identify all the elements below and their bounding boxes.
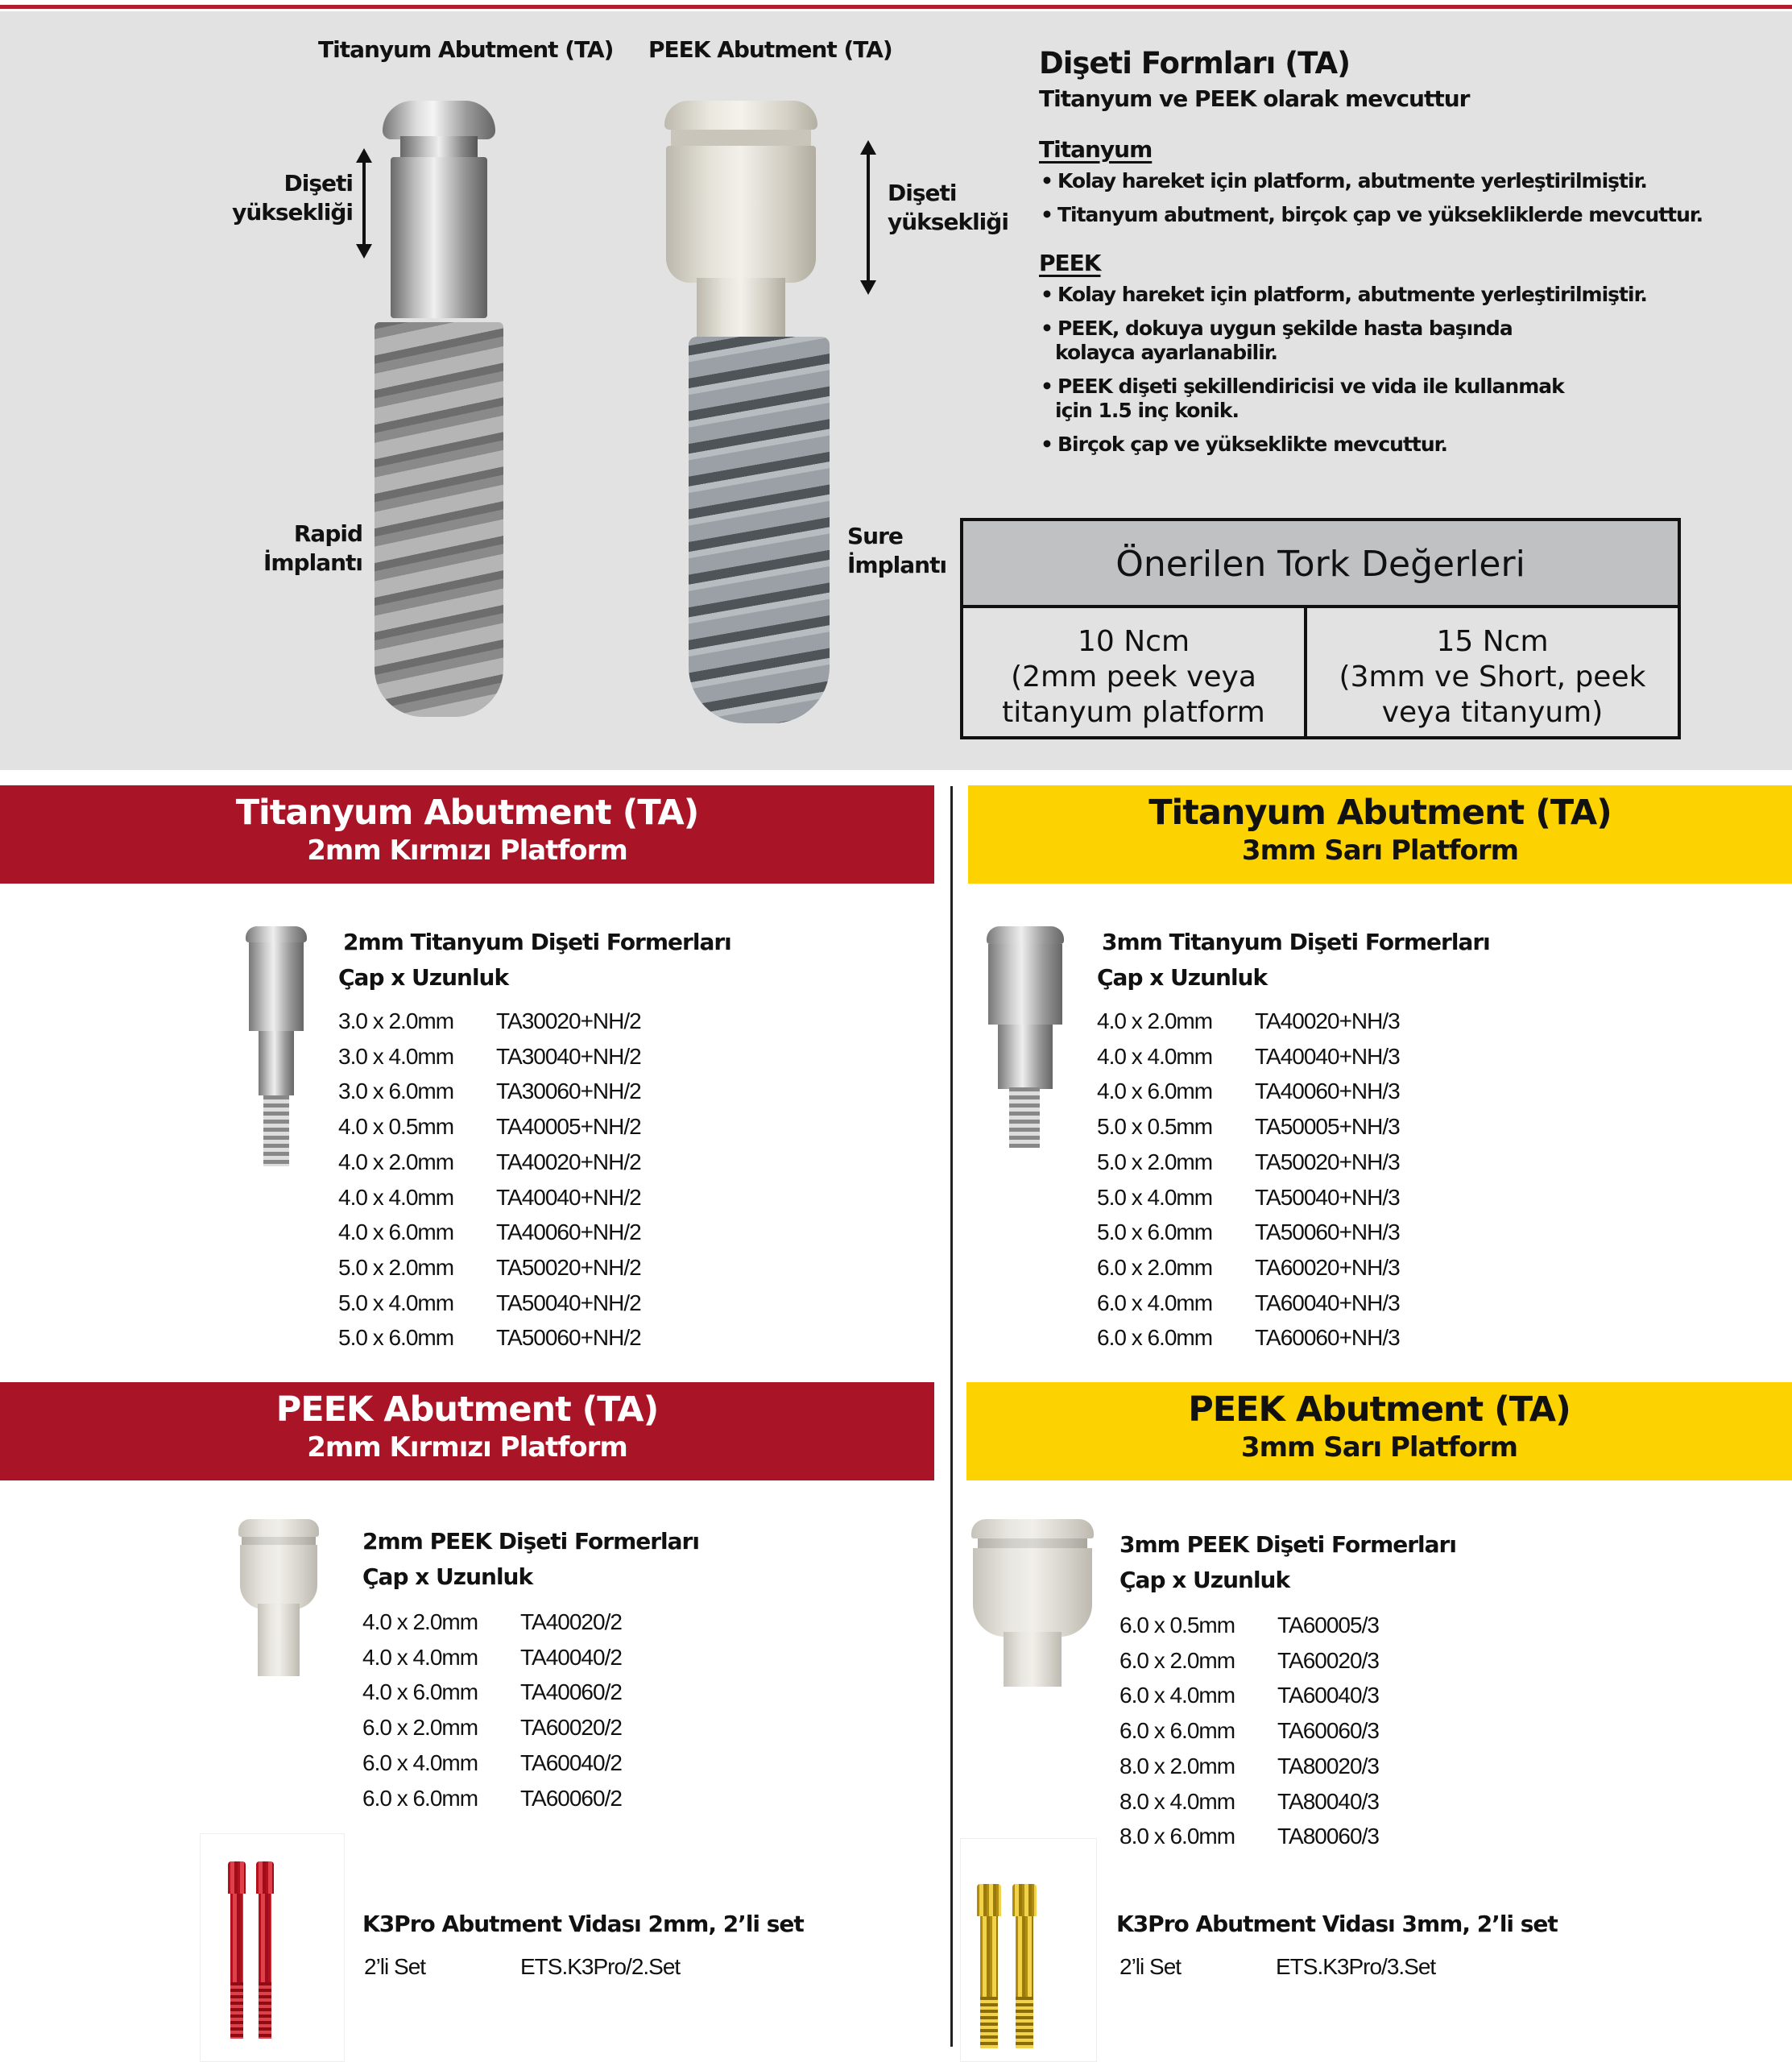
sure-implant-label: Sure İmplantı — [847, 523, 947, 578]
bullet-item: • Birçok çap ve yükseklikte mevcuttur. — [1039, 433, 1732, 457]
screw-2mm-set: 2’li Set — [364, 1954, 426, 1979]
table-row — [362, 1710, 622, 1745]
abutment-cap — [383, 101, 495, 139]
screw-2mm-image — [200, 1833, 345, 2062]
table-row — [1119, 1749, 1379, 1784]
product-table — [338, 1004, 641, 1356]
dimension-cell: 6.0 x 2.0mm — [362, 1715, 478, 1741]
product-code-cell: TA40040+NH/3 — [1255, 1043, 1400, 1069]
band-titanium-2mm: Titanyum Abutment (TA) 2mm Kırmızı Platform — [0, 785, 934, 884]
product-table — [1119, 1608, 1379, 1854]
peek-abutment-image — [664, 101, 817, 338]
rapid-implant-label: Rapid İmplantı — [263, 520, 362, 576]
product-code-cell: TA60020/3 — [1277, 1647, 1379, 1673]
bullet-item: • PEEK, dokuya uygun şekilde hasta başında kolayca ayarlanabilir. — [1039, 317, 1587, 365]
screw-3mm-set: 2’li Set — [1119, 1954, 1182, 1979]
gingiva-height-label-right: Dişeti yüksekliği — [888, 180, 1008, 235]
product-code-cell: TA50060+NH/3 — [1255, 1219, 1400, 1245]
dimension-cell: 4.0 x 4.0mm — [362, 1644, 478, 1670]
table-row — [1119, 1608, 1379, 1643]
list-title: 3mm PEEK Dişeti Formerları — [1119, 1531, 1456, 1558]
dimension-cell: 4.0 x 0.5mm — [338, 1114, 454, 1140]
peek-3mm-list — [1119, 1527, 1456, 1854]
dimension-cell: 6.0 x 4.0mm — [1119, 1683, 1235, 1708]
product-code-cell: TA60060/2 — [520, 1785, 622, 1811]
table-row — [1097, 1286, 1400, 1321]
peek-3mm-former-image — [971, 1519, 1096, 1688]
dimension-cell: 4.0 x 6.0mm — [362, 1679, 478, 1705]
dimension-cell: 6.0 x 6.0mm — [1119, 1718, 1235, 1744]
product-code-cell: TA40040/2 — [520, 1644, 622, 1670]
dimension-cell: 6.0 x 6.0mm — [362, 1785, 478, 1811]
list-title: 2mm PEEK Dişeti Formerları — [362, 1528, 699, 1555]
dimension-cell: 8.0 x 6.0mm — [1119, 1824, 1235, 1849]
list-title: 2mm Titanyum Dişeti Formerları — [343, 929, 731, 955]
peek-bullets — [1039, 283, 1732, 457]
dimension-cell: 4.0 x 2.0mm — [362, 1609, 478, 1634]
table-row — [362, 1781, 622, 1816]
product-code-cell: TA40060/2 — [520, 1679, 622, 1705]
table-row — [1119, 1643, 1379, 1679]
info-subtitle: Titanyum ve PEEK olarak mevcuttur — [1039, 85, 1470, 112]
peek-groove — [671, 130, 811, 147]
product-code-cell: TA60060/3 — [1277, 1718, 1379, 1744]
table-row — [1097, 1145, 1400, 1180]
titanium-2mm-list — [338, 925, 731, 1356]
product-code-cell: TA50005+NH/3 — [1255, 1114, 1400, 1140]
bullet-item: • Kolay hareket için platform, abutmente yerleştirilmiştir. — [1039, 169, 1732, 193]
table-row — [338, 1039, 641, 1074]
table-row — [338, 1215, 641, 1250]
product-code-cell: TA80020/3 — [1277, 1753, 1379, 1778]
dimension-cell: 6.0 x 4.0mm — [1097, 1290, 1213, 1315]
dimension-cell: 5.0 x 4.0mm — [338, 1290, 454, 1315]
table-row — [362, 1640, 622, 1675]
table-row — [1097, 1109, 1400, 1145]
product-code-cell: TA50020+NH/2 — [496, 1254, 641, 1280]
sure-implant-image — [689, 337, 830, 723]
titanium-abutment-image — [383, 101, 495, 322]
screw-3mm-code: ETS.K3Pro/3.Set — [1276, 1954, 1436, 1979]
product-code-cell: TA60040+NH/3 — [1255, 1290, 1400, 1315]
band-titanium-3mm: Titanyum Abutment (TA) 3mm Sarı Platform — [968, 785, 1792, 884]
table-row — [1119, 1819, 1379, 1854]
peek-abutment-label: PEEK Abutment (TA) — [648, 36, 892, 63]
dimension-cell: 4.0 x 6.0mm — [1097, 1079, 1213, 1104]
column-divider — [950, 786, 953, 2047]
titanium-abutment-label: Titanyum Abutment (TA) — [318, 36, 614, 63]
dimension-cell: 6.0 x 6.0mm — [1097, 1325, 1213, 1351]
table-row — [1119, 1784, 1379, 1820]
dimension-cell: 5.0 x 6.0mm — [338, 1325, 454, 1351]
bullet-item: • PEEK dişeti şekillendiricisi ve vida ile kullanmak için 1.5 inç konik. — [1039, 375, 1587, 423]
peek-2mm-former-image — [238, 1519, 321, 1680]
dimension-cell: 5.0 x 6.0mm — [1097, 1219, 1213, 1245]
table-row — [1097, 1320, 1400, 1356]
table-row — [1097, 1039, 1400, 1074]
table-row — [1097, 1004, 1400, 1039]
dimension-cell: 8.0 x 4.0mm — [1119, 1788, 1235, 1814]
table-row — [1097, 1215, 1400, 1250]
product-code-cell: TA50040+NH/3 — [1255, 1184, 1400, 1210]
product-code-cell: TA60060+NH/3 — [1255, 1325, 1400, 1351]
torque-table — [960, 518, 1681, 739]
screw-2mm-title: K3Pro Abutment Vidası 2mm, 2’li set — [362, 1911, 804, 1937]
gingiva-height-arrow-right — [867, 153, 870, 282]
product-code-cell: TA40040+NH/2 — [496, 1184, 641, 1210]
table-row — [338, 1320, 641, 1356]
product-code-cell: TA30020+NH/2 — [496, 1008, 641, 1033]
torque-cell-2mm: 10 Ncm (2mm peek veya titanyum platform — [963, 608, 1307, 736]
table-row — [338, 1109, 641, 1145]
bullet-item: • Kolay hareket için platform, abutmente yerleştirilmiştir. — [1039, 283, 1732, 307]
table-row — [338, 1074, 641, 1109]
product-code-cell: TA50020+NH/3 — [1255, 1149, 1400, 1174]
product-code-cell: TA60040/2 — [520, 1749, 622, 1775]
dimension-cell: 6.0 x 2.0mm — [1097, 1254, 1213, 1280]
table-row — [1119, 1713, 1379, 1749]
torque-value: 15 Ncm — [1436, 625, 1549, 658]
product-code-cell: TA60040/3 — [1277, 1683, 1379, 1708]
peek-cap — [664, 101, 817, 130]
product-code-cell: TA80040/3 — [1277, 1788, 1379, 1814]
titanium-3mm-former-image — [987, 926, 1067, 1148]
product-code-cell: TA60020+NH/3 — [1255, 1254, 1400, 1280]
band-peek-3mm: PEEK Abutment (TA) 3mm Sarı Platform — [966, 1382, 1792, 1480]
screw-2mm-code: ETS.K3Pro/2.Set — [520, 1954, 681, 1979]
table-row — [338, 1180, 641, 1215]
rapid-implant-image — [375, 322, 503, 717]
product-code-cell: TA40020/2 — [520, 1609, 622, 1634]
peek-heading: PEEK — [1039, 250, 1101, 276]
dimension-cell: 6.0 x 0.5mm — [1119, 1613, 1235, 1638]
product-code-cell: TA60020/2 — [520, 1715, 622, 1741]
table-row — [338, 1004, 641, 1039]
top-accent-line — [0, 5, 1792, 9]
product-code-cell: TA80060/3 — [1277, 1824, 1379, 1849]
dimension-cell: 3.0 x 6.0mm — [338, 1079, 454, 1104]
dimension-cell: 4.0 x 4.0mm — [1097, 1043, 1213, 1069]
table-row — [1097, 1074, 1400, 1109]
column-header: Çap x Uzunluk — [362, 1563, 533, 1590]
band-peek-2mm: PEEK Abutment (TA) 2mm Kırmızı Platform — [0, 1382, 934, 1480]
table-row — [338, 1286, 641, 1321]
dimension-cell: 6.0 x 2.0mm — [1119, 1647, 1235, 1673]
dimension-cell: 4.0 x 4.0mm — [338, 1184, 454, 1210]
product-code-cell: TA40060+NH/2 — [496, 1219, 641, 1245]
screw-3mm-title: K3Pro Abutment Vidası 3mm, 2’li set — [1116, 1911, 1558, 1937]
dimension-cell: 3.0 x 4.0mm — [338, 1043, 454, 1069]
screw-3mm-image — [960, 1838, 1097, 2062]
dimension-cell: 4.0 x 6.0mm — [338, 1219, 454, 1245]
dimension-cell: 3.0 x 2.0mm — [338, 1008, 454, 1033]
table-row — [362, 1745, 622, 1781]
product-code-cell: TA40060+NH/3 — [1255, 1079, 1400, 1104]
product-code-cell: TA40020+NH/2 — [496, 1149, 641, 1174]
dimension-cell: 6.0 x 4.0mm — [362, 1749, 478, 1775]
gingiva-height-label-left: Dişeti yüksekliği — [232, 170, 353, 226]
gingiva-height-arrow-left — [362, 161, 366, 246]
peek-2mm-list — [362, 1524, 699, 1816]
table-row — [362, 1675, 622, 1710]
column-header: Çap x Uzunluk — [1119, 1567, 1290, 1593]
table-row — [338, 1250, 641, 1286]
product-code-cell: TA60005/3 — [1277, 1613, 1379, 1638]
list-title: 3mm Titanyum Dişeti Formerları — [1102, 929, 1490, 955]
titanium-2mm-former-image — [246, 926, 310, 1168]
dimension-cell: 5.0 x 2.0mm — [338, 1254, 454, 1280]
abutment-body — [391, 157, 487, 318]
table-row — [1097, 1250, 1400, 1286]
table-row — [338, 1145, 641, 1180]
peek-stem — [697, 278, 785, 338]
dimension-cell: 5.0 x 2.0mm — [1097, 1149, 1213, 1174]
peek-body — [666, 146, 816, 283]
product-code-cell: TA40005+NH/2 — [496, 1114, 641, 1140]
column-header: Çap x Uzunluk — [1097, 964, 1268, 991]
product-code-cell: TA50060+NH/2 — [496, 1325, 641, 1351]
product-table — [1097, 1004, 1400, 1356]
titanium-heading: Titanyum — [1039, 136, 1153, 163]
torque-cell-3mm: 15 Ncm (3mm ve Short, peek veya titanyum) — [1307, 608, 1678, 736]
product-table — [362, 1604, 622, 1816]
dimension-cell: 4.0 x 2.0mm — [1097, 1008, 1213, 1033]
table-row — [362, 1604, 622, 1640]
column-header: Çap x Uzunluk — [338, 964, 509, 991]
info-title: Dişeti Formları (TA) — [1039, 46, 1351, 81]
dimension-cell: 4.0 x 2.0mm — [338, 1149, 454, 1174]
table-row — [1097, 1180, 1400, 1215]
torque-value: 10 Ncm — [1077, 625, 1190, 658]
table-row — [1119, 1678, 1379, 1713]
dimension-cell: 5.0 x 0.5mm — [1097, 1114, 1213, 1140]
product-code-cell: TA50040+NH/2 — [496, 1290, 641, 1315]
product-code-cell: TA30040+NH/2 — [496, 1043, 641, 1069]
torque-table-header: Önerilen Tork Değerleri — [963, 521, 1678, 608]
dimension-cell: 8.0 x 2.0mm — [1119, 1753, 1235, 1778]
product-code-cell: TA40020+NH/3 — [1255, 1008, 1400, 1033]
titanium-3mm-list — [1097, 925, 1490, 1356]
product-code-cell: TA30060+NH/2 — [496, 1079, 641, 1104]
dimension-cell: 5.0 x 4.0mm — [1097, 1184, 1213, 1210]
bullet-item: • Titanyum abutment, birçok çap ve yüksekliklerde mevcuttur. — [1039, 203, 1732, 227]
titanium-bullets — [1039, 169, 1732, 227]
gingiva-former-info — [1039, 45, 1732, 466]
